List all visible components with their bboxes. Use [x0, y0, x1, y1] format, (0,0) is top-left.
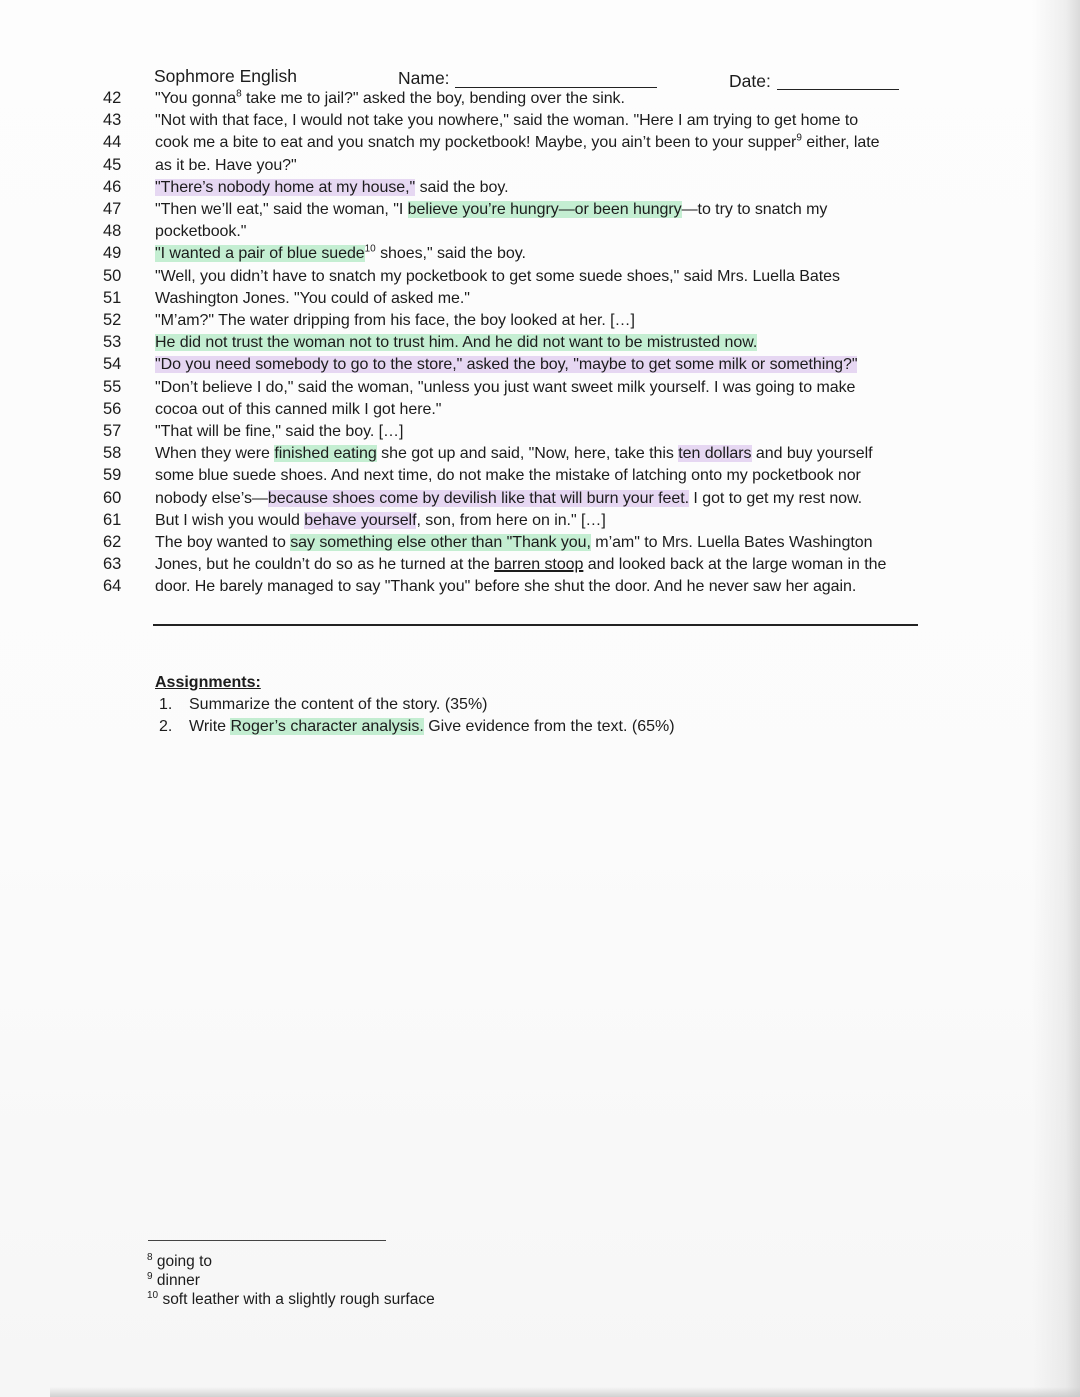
line-text — [155, 112, 858, 130]
assignment-number: 2. — [159, 718, 173, 735]
text-line — [0, 133, 1080, 155]
text-line — [0, 289, 1080, 311]
text-segment: some blue suede shoes. And next time, do not make the mistake of latching onto my pocketbook nor — [155, 467, 861, 485]
text-segment: "Well, you didn’t have to snatch my pocketbook to get some suede shoes," said Mrs. Luella Bates — [155, 267, 840, 285]
line-text — [155, 334, 757, 352]
line-number: 49 — [103, 244, 122, 263]
text-segment: door. He barely managed to say "Thank you" before she shut the door. And he never saw her again. — [155, 578, 857, 596]
text-segment: "M’am?" The water dripping from his face, the boy looked at her. […] — [155, 312, 635, 329]
line-number: 47 — [103, 200, 122, 218]
text-segment: The boy wanted to — [155, 534, 291, 551]
assignments-section — [155, 674, 675, 735]
footnote — [147, 1290, 435, 1309]
line-text — [155, 534, 872, 552]
line-number: 62 — [103, 533, 122, 551]
footnote — [147, 1271, 435, 1290]
footnote-text: dinner — [156, 1272, 200, 1289]
line-number: 64 — [103, 577, 122, 596]
highlighted-text-green: finished eating — [274, 445, 377, 463]
text-segment: nobody else’s— — [155, 489, 268, 507]
name-label: Name: — [398, 68, 450, 88]
text-segment: said the boy. — [415, 178, 509, 196]
text-line — [0, 422, 1080, 444]
footnotes — [147, 1252, 435, 1309]
line-text — [155, 356, 857, 374]
line-number: 58 — [103, 444, 122, 463]
line-text — [155, 245, 526, 263]
highlighted-text-purple: "There’s nobody home at my house," — [155, 178, 416, 196]
line-text — [155, 379, 855, 397]
text-line — [0, 156, 1080, 178]
line-text — [155, 578, 856, 596]
highlighted-text-purple: ten dollars — [678, 445, 752, 463]
assignment-item — [159, 696, 488, 714]
line-text — [155, 312, 635, 330]
text-line — [0, 89, 1080, 111]
line-text — [155, 201, 827, 219]
footnote-text: soft leather with a slightly rough surface — [162, 1291, 435, 1308]
text-segment: m’am" to Mrs. Luella Bates Washington — [590, 534, 873, 551]
text-segment: and buy yourself — [751, 445, 873, 463]
footnote-marker: 9 — [796, 133, 802, 145]
text-segment: shoes," said the boy. — [375, 245, 526, 263]
line-number: 44 — [103, 133, 122, 152]
text-segment: , son, from here on in." […] — [416, 511, 606, 529]
highlighted-text-purple: "Do you need somebody to go to the store," asked the boy, "maybe to get some milk or something?" — [155, 356, 858, 374]
text-segment: cook me a bite to eat and you snatch my pocketbook! Maybe, you ain’t been to your supper — [155, 134, 797, 152]
line-text — [155, 490, 862, 508]
line-text — [155, 268, 840, 286]
highlighted-text-green: He did not trust the woman not to trust him. And he did not want to be mistrusted now. — [155, 334, 758, 352]
text-line — [0, 178, 1080, 200]
date-label: Date: — [729, 71, 771, 91]
line-number: 45 — [103, 155, 122, 174]
line-text — [155, 467, 861, 485]
text-segment: either, late — [801, 134, 880, 152]
underlined-text: barren stoop — [494, 556, 584, 574]
text-line — [0, 466, 1080, 488]
section-divider — [153, 624, 918, 626]
line-number: 63 — [103, 555, 122, 574]
text-line — [0, 555, 1080, 577]
line-number: 61 — [103, 510, 122, 529]
text-segment: "Don’t believe I do," said the woman, "unless you just want sweet milk yourself. I was going to make — [155, 378, 856, 396]
line-text — [155, 401, 441, 419]
line-number: 55 — [103, 377, 122, 396]
line-number: 50 — [103, 266, 122, 285]
text-line — [0, 267, 1080, 289]
footnote-number: 10 — [147, 1289, 159, 1301]
footnote-number: 8 — [147, 1251, 153, 1263]
footnote-text: going to — [156, 1253, 213, 1270]
text-line — [0, 533, 1080, 555]
text-segment: "Not with that face, I would not take you nowhere," said the woman. "Here I am trying to get home to — [155, 112, 859, 130]
text-segment: Washington Jones. "You could of asked me." — [155, 289, 470, 307]
text-segment: pocketbook." — [155, 223, 247, 241]
text-segment: and looked back at the large woman in the — [583, 556, 887, 574]
line-text — [155, 157, 297, 175]
text-segment: I got to get my rest now. — [689, 489, 863, 507]
line-text — [155, 134, 879, 152]
text-line — [0, 355, 1080, 377]
line-text — [155, 90, 625, 108]
footnote-divider — [148, 1240, 386, 1241]
text-segment: But I wish you would — [155, 511, 305, 529]
line-number: 60 — [103, 488, 122, 507]
text-line — [0, 511, 1080, 533]
text-segment: as it be. Have you?" — [155, 156, 297, 174]
text-segment: "You gonna — [155, 90, 237, 107]
line-text — [155, 512, 606, 530]
text-line — [0, 400, 1080, 422]
text-segment: cocoa out of this canned milk I got here." — [155, 400, 442, 418]
text-segment: take me to jail?" asked the boy, bending over the sink. — [241, 90, 625, 107]
line-number: 57 — [103, 422, 122, 440]
paper-shadow-bottom — [50, 1387, 1080, 1397]
text-line — [0, 311, 1080, 333]
text-segment: Jones, but he couldn’t do so as he turned at the — [155, 556, 495, 574]
line-number: 42 — [103, 89, 122, 107]
line-text — [155, 179, 508, 197]
line-number: 56 — [103, 399, 122, 418]
footnote-number: 9 — [147, 1270, 153, 1282]
line-number: 54 — [103, 355, 122, 374]
line-text — [155, 290, 470, 308]
line-number: 53 — [103, 333, 122, 352]
line-text — [155, 423, 403, 441]
text-line — [0, 444, 1080, 466]
text-segment: "Then we’ll eat," said the woman, "I — [155, 201, 408, 218]
highlighted-text-purple: because shoes come by devilish like that will burn your feet. — [267, 489, 690, 507]
highlighted-text-green: Roger’s character analysis. — [230, 718, 424, 735]
highlighted-text-purple: behave yourself — [304, 511, 417, 529]
highlighted-text-green: "I wanted a pair of blue suede — [155, 245, 365, 263]
line-number: 52 — [103, 311, 122, 329]
line-number: 59 — [103, 466, 122, 485]
text-line — [0, 333, 1080, 355]
line-number: 43 — [103, 111, 122, 130]
text-segment: Summarize the content of the story. (35%) — [189, 696, 488, 713]
assignment-text — [189, 718, 675, 735]
text-line — [0, 222, 1080, 244]
footnote-marker: 8 — [236, 88, 242, 100]
text-segment: Give evidence from the text. (65%) — [423, 718, 675, 735]
text-line — [0, 244, 1080, 266]
text-line — [0, 577, 1080, 599]
text-line — [0, 378, 1080, 400]
text-segment: When they were — [155, 445, 275, 463]
text-line — [0, 200, 1080, 222]
text-segment: —to try to snatch my — [681, 201, 828, 218]
assignments-title: Assignments: — [155, 674, 261, 691]
text-line — [0, 111, 1080, 133]
highlighted-text-green: believe you’re hungry—or been hungry — [407, 201, 682, 218]
text-segment: Write — [189, 718, 231, 735]
text-segment: "That will be fine," said the boy. […] — [155, 423, 404, 440]
assignment-item — [159, 718, 675, 736]
line-number: 48 — [103, 222, 122, 241]
assignment-number: 1. — [159, 696, 173, 713]
footnote — [147, 1252, 435, 1271]
line-number: 51 — [103, 288, 122, 307]
footnote-marker: 10 — [364, 244, 376, 256]
line-text — [155, 556, 886, 574]
name-blank-line — [455, 87, 657, 88]
line-text — [155, 223, 246, 241]
line-text — [155, 445, 873, 463]
highlighted-text-green: say something else other than "Thank you, — [290, 534, 591, 551]
line-number: 46 — [103, 177, 122, 196]
course-title: Sophmore English — [154, 66, 297, 86]
text-segment: she got up and said, "Now, here, take this — [376, 445, 679, 463]
assignment-text — [189, 696, 488, 713]
text-line — [0, 489, 1080, 511]
